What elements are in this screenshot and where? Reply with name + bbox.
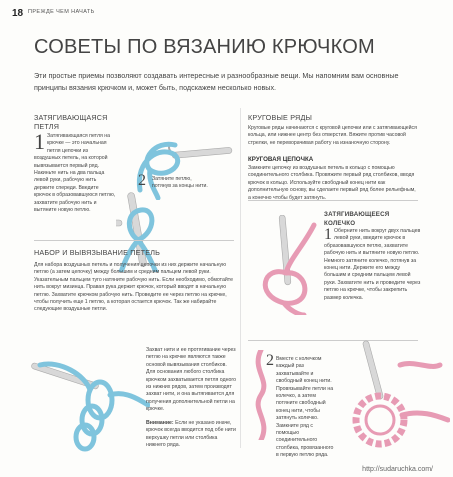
page-title: СОВЕТЫ ПО ВЯЗАНИЮ КРЮЧКОМ xyxy=(34,36,375,58)
chain-note: Внимание: Если не указано иначе, крючок всегда вводится под обе нити верхушку петли или столбика нижнего ряда. xyxy=(146,420,236,449)
round-chain-heading: КРУГОВАЯ ЦЕПОЧКА xyxy=(248,156,314,163)
slip-loop-illustration-2 xyxy=(116,192,236,272)
footer-url: http://sudaruchka.com/ xyxy=(362,466,433,473)
page-number: 18 xyxy=(12,8,24,19)
ring-step2-number: 2 xyxy=(266,352,274,369)
step-number: 2 xyxy=(138,172,146,189)
divider xyxy=(34,240,234,241)
ring-step1: 1 Оберните нить вокруг двух пальцев левой руки, введите крючок в образовавшуюся петлю, захватите рабочую нить и вытяните новую петлю. Немного затяните колечко, потянув за конец нити. Держите его между большим и средним пальцем левой руки. Захватите нить и проведите через петлю на крючке, чтобы закрепить размер колечка. xyxy=(324,226,421,301)
round-chain-text: Замкните цепочку из воздушных петель в кольцо с помощью соединительного столбика. Провяжите первый ряд столбиков, вводя крючок в кольцо. Используйте свободный конец нити как дополнительную основу, вы сделаете первый ряд более рельефным, а конечно чтобы будет затянуть. xyxy=(248,165,416,201)
intro-text: Эти простые приемы позволяют создавать интересные и разнообразные вещи. Мы напомним вам основные принципы вязания крючком и, может быть, подскажем несколько новых. xyxy=(34,71,399,92)
rounds-text: Круговые ряды начинаются с круговой цепочки или с затягивающейся кольца, или нижнее центр без отверстия. Вяжите против часовой стрелки, не переворачивая работу на изнаночную сторону. xyxy=(248,125,417,146)
slip-loop-step2-text: Затяните петлю, потянув за концы нити. xyxy=(152,176,208,190)
ring-heading: ЗАТЯГИВАЮЩЕЕСЯ КОЛЕЧКО xyxy=(324,211,390,227)
chain-side-text: Захват нити и ее протягивание через петлю на крючке являются также основой вывязывания столбиков. Для основания любого столбика крючком захватывается петля одного из нижних рядов, затем производят захват нити, и она вытягивается для получения дополнительной петли на крючке. xyxy=(146,347,237,413)
section-label: ПРЕЖДЕ ЧЕМ НАЧАТЬ xyxy=(28,9,95,15)
divider xyxy=(248,200,418,201)
step-number: 1 xyxy=(34,129,45,154)
slip-loop-step2 xyxy=(138,172,146,190)
chain-text: Для набора воздушных петель и получения цепочки из них держите начальную петлю (а затем цепочку) между большим и средним пальцем левой руки. Указательным пальцем туго натяните рабочую нить. Если необходимо, обмотайте нить вокруг мизинца. Правая рука держит крючок, который вводят в начальную петлю. Захватите крючком рабочую нить. Проведите ее через петлю на крючке, чтобы получить еще 1 петлю, а которая остается крючок. Так же набирайте следующие воздушные петли. xyxy=(34,262,233,313)
slip-loop-step1: 1 Затягивающаяся петля на крючке — это начальная петля цепочки из воздушных петель, на которой вывязывается первый ряд. Накиньте нить на два пальца левой руки, рабочую нить держите спереди. Введите крючок в образовавшуюся петлю, захватите рабочую нить и вытяните новую петлю. xyxy=(34,129,116,214)
chain-heading: НАБОР И ВЫВЯЗЫВАНИЕ ПЕТЕЛЬ xyxy=(34,248,161,257)
column-separator xyxy=(240,108,241,448)
chain-illustration xyxy=(30,345,150,455)
step-number: 1 xyxy=(324,226,332,243)
rounds-heading: КРУГОВЫЕ РЯДЫ xyxy=(248,113,313,122)
slip-loop-heading: ЗАТЯГИВАЮЩАЯСЯ ПЕТЛЯ xyxy=(34,113,108,131)
ring-illustration-3 xyxy=(340,340,450,460)
ring-step2-text: Вместе с колечком каждый раз захватывайте и свободный конец нити. Провязывайте петли на колечко, а затем потяните свободный конец нити, чтобы затянуть колечко. Замкните ряд с помощью соединительного столбика, провязанного в первую петлю ряда. xyxy=(276,356,334,459)
